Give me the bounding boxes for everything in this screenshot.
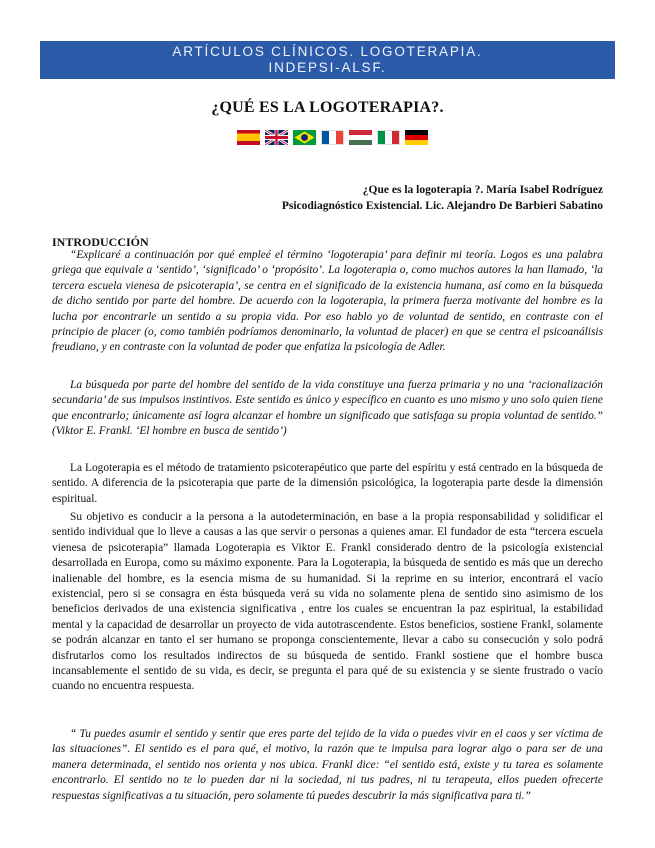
hungary-flag-icon[interactable] [349,130,372,145]
brazil-flag-icon[interactable] [293,130,316,145]
body-paragraph-1: La Logoterapia es el método de tratamiento psicoterapéutico que parte del espíritu y está centrado en la búsqueda de sentido. A diferencia de la psicoterapia que parte de la dimensión psicológica, la logoterapia parte desde la dimensión espiritual. [52,462,603,505]
byline-author: ¿Que es la logoterapia ?. María Isabel Rodríguez [362,184,603,196]
section-heading: INTRODUCCIÓN [52,235,149,249]
uk-flag-icon[interactable] [265,130,288,145]
language-flags [237,130,428,146]
france-flag-icon[interactable] [321,130,344,145]
spain-flag-icon[interactable] [237,130,260,145]
italy-flag-icon[interactable] [377,130,400,145]
page-title: ¿QUÉ ES LA LOGOTERAPIA?. [211,99,444,116]
header-banner [40,41,615,79]
header-line-2: INDEPSI-ALSF. [268,60,387,75]
intro-quote-1: “Explicaré a continuación por qué empleé el término ‘logoterapia’ para definir mi teoría. Logos es una palabra griega que equivale a ‘sentido’, ‘significado’ o ‘propósito’. La logoterapia o, como muchos autores la han llamado, ‘la tercera escuela vienesa de psicoterapia’, se centra en el significado de la existencia humana, así como en la búsqueda de dicho sentido por parte del hombre. De acuerdo con la logoterapia, la primera fuerza motivante del hombre es la lucha por encontrarle un sentido a su propia vida. Por eso hablo yo de voluntad de sentido, en contraste con el principio de placer (o, como también podríamos denominarlo, la voluntad de placer) en que se centra el psicoanálisis freudiano, y en contraste con la voluntad de poder que enfatiza la psicología de Adler. [52,249,603,354]
byline-source: Psicodiagnóstico Existencial. Lic. Alejandro De Barbieri Sabatino [281,200,603,212]
header-line-1: ARTÍCULOS CLÍNICOS. LOGOTERAPIA. [172,44,483,59]
quote-paragraph: “ Tu puedes asumir el sentido y sentir que eres parte del tejido de la vida o puedes vivir en el caos y ser víctima de las situaciones”. El sentido es el para qué, el motivo, la razón que te impulsa para lograr algo o para ser de una manera determinada, el sentido nos orienta y nos ubica. Frankl dice: “el sentido está, existe y tu tarea es solamente encontrarlo. El sentido no te lo pueden dar ni la sociedad, ni tus padres, ni tu terapeuta, ellos pueden ofrecerte respuestas significativas a tu situación, pero solamente tú puedes descubrir la más significativa para ti.” [52,728,603,802]
germany-flag-icon[interactable] [405,130,428,145]
intro-quote-2: La búsqueda por parte del hombre del sentido de la vida constituye una fuerza primaria y no una ‘racionalización secundaria’ de sus impulsos instintivos. Este sentido es único y específico en cuanto es uno mismo y uno solo quien tiene que encontrarlo; únicamente así logra alcanzar el hombre un significado que satisfaga su propia voluntad de sentido.” (Viktor E. Frankl. ‘El hombre en busca de sentido’) [52,379,603,438]
body-paragraph-2: Su objetivo es conducir a la persona a la autodeterminación, en base a la propia responsabilidad y solidificar el sentido individual que lo lleve a causas a las que servir o personas a quienes amar. El fundador de esta “tercera escuela vienesa de psicoterapia” llamada Logoterapia es Viktor E. Frankl considerado dentro de la psicología existencial desarrollada en Europa, como su máximo exponente. Para la Logoterapia, la búsqueda de sentido es más que un derecho inalienable del hombre, es la esencia misma de su humanidad. Si la reprime en su interior, encontrará el vacío existencial, pero si se consagra en ésta búsqueda verá su vida no solamente plena de sentido sino asimismo de los beneficios derivados de una existencia significativa , entre los cuales se encuentran la paz espiritual, la estabilidad mental y la capacidad de desarrollar un proyecto de vida autotrascendente. Estos beneficios, sostiene Frankl, solamente se podrán alcanzar en tanto el ser humano se proponga conscientemente, llevar a cabo su consecución y solo podrá disfrutarlos como los resultados indirectos de su búsqueda de sentido. Frankl sostiene que el hombre busca incansablemente el sentido de su vida, es decir, se pregunta el para qué de su existencia y se siente frustrado o vacío cuando no encuentra respuesta. [52,511,603,693]
